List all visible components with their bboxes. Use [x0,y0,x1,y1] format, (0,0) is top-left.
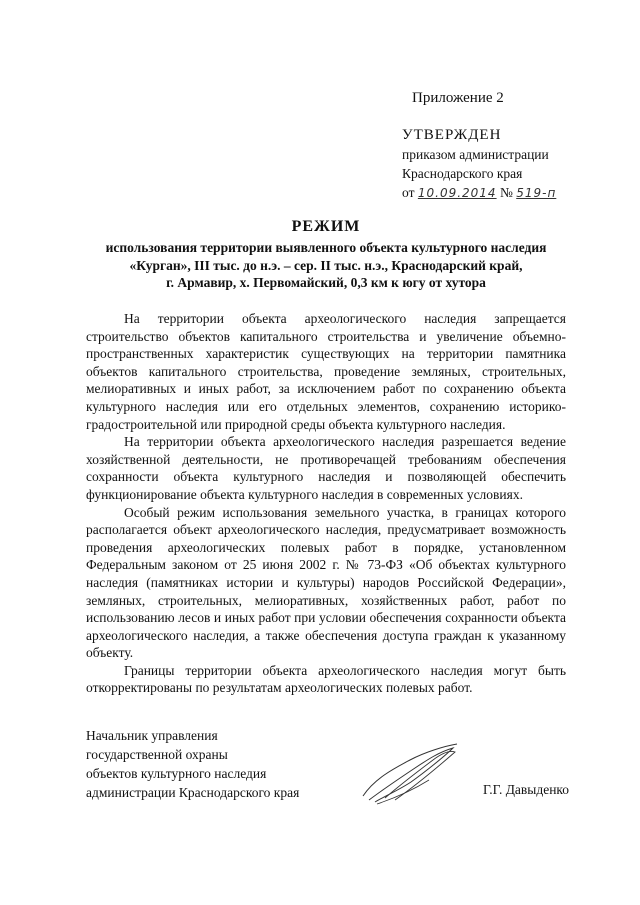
signer-position-line: Начальник управления [86,728,218,743]
title-line: использования территории выявленного объекта культурного наследия [105,240,547,255]
signer-position-line: государственной охраны [86,747,228,762]
document-body [86,310,566,697]
order-number: 519-п [516,186,557,200]
approval-line: Краснодарского края [402,166,523,181]
paragraph: Границы территории объекта археологического наследия могут быть откорректированы по результатам археологических полевых работ. [86,662,566,696]
paragraph: На территории объекта археологического наследия запрещается строительство объектов капитального строительства и увеличение объемно-пространственных характеристик существующих на территории памятника объектов капитального строительства, проведение земляных, строительных, мелиоративных и иных работ, за исключением работ по сохранению объекта культурного наследия или его отдельных элементов, сохранению историко-градостроительной или природной среды объекта культурного наследия. [86,311,566,432]
order-date-line [402,183,556,203]
date-prefix: от [402,185,415,200]
title-main: РЕЖИМ [291,218,361,235]
document-title [86,218,566,292]
approved-label: УТВЕРЖДЕН [402,127,502,143]
paragraph: На территории объекта археологического наследия разрешается ведение хозяйственной деятельности, не противоречащей требованиям обеспечения сохранности объекта культурного наследия и позволяющей обеспечить функционирование объекта культурного наследия в современных условиях. [86,434,566,502]
title-line: «Курган», III тыс. до н.э. – сер. II тыс. н.э., Краснодарский край, [129,257,523,273]
approval-line: приказом администрации [402,147,549,162]
signer-position-line: объектов культурного наследия [86,766,267,781]
signer-position-line: администрации Краснодарского края [86,785,300,800]
order-date: 10.09.2014 [417,186,497,200]
handwritten-signature [355,738,465,808]
signer-name: Г.Г. Давыденко [483,782,570,797]
appendix-label: Приложение 2 [412,90,504,106]
title-line: г. Армавир, х. Первомайский, 0,3 км к югу от хутора [166,275,486,290]
paragraph: Особый режим использования земельного участка, в границах которого располагается объект археологического наследия, предусматривает возможность проведения археологических полевых работ в порядке, установленном Федеральным законом от 25 июня 2002 г. № 73-ФЗ «Об объектах культурного наследия (памятниках истории и культуры) народов Российской Федерации», земляных, строительных, мелиоративных, хозяйственных работ, работ по использованию лесов и иных работ при условии обеспечения сохранности объекта археологического наследия, а также обеспечения доступа граждан к указанному объекту. [86,504,566,661]
number-prefix: № [499,185,513,200]
approval-block [402,126,556,203]
